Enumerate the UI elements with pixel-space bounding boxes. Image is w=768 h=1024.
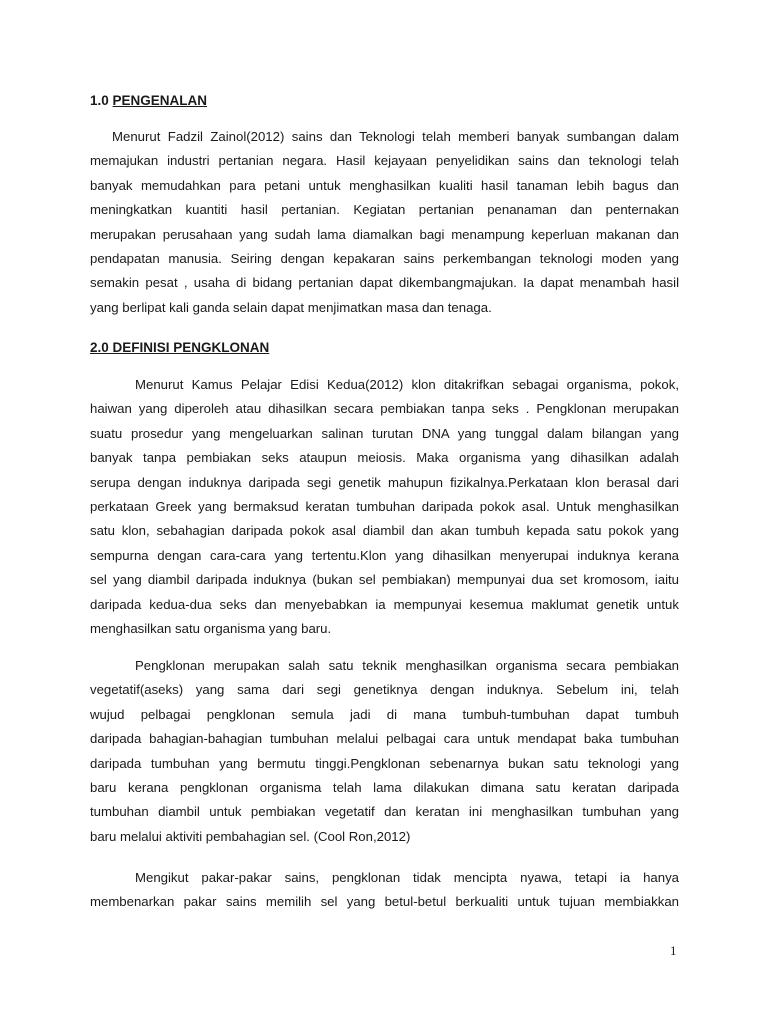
page-number: 1 (670, 943, 677, 958)
text-line: banyak tanpa pembiakan seks ataupun meiosis. Maka organisma yang dihasilkan adalah (90, 450, 679, 466)
text-line: daripada bahagian-bahagian tumbuhan melalui pelbagai cara untuk mendapat baka tumbuhan (90, 731, 679, 747)
text-line: haiwan yang diperoleh atau dihasilkan secara pembiakan tanpa seks . Pengklonan merupakan (90, 401, 679, 417)
text-line: membenarkan pakar sains memilih sel yang betul-betul berkualiti untuk tujuan membiakkan (90, 894, 679, 910)
text-line: Menurut Kamus Pelajar Edisi Kedua(2012) klon ditakrifkan sebagai organisma, pokok, (135, 377, 679, 392)
text-line: daripada kedua-dua seks dan menyebabkan ia mempunyai kesemua maklumat genetik untuk (90, 596, 679, 612)
text-line: Menurut Fadzil Zainol(2012) sains dan Teknologi telah memberi banyak sumbangan dalam (112, 129, 679, 144)
text-line: yang berlipat kali ganda selain dapat menjimatkan masa dan tenaga. (90, 299, 492, 315)
paragraph-definisi-2 (90, 654, 679, 849)
text-line: sel yang diambil daripada induknya (bukan sel pembiakan) mempunyai dua set kromosom, iaitu (90, 572, 679, 588)
text-line: satu klon, sebahagian daripada pokok asal diambil dan akan tumbuh kepada satu pokok yang (90, 523, 679, 539)
text-line: baru kerana pengklonan organisma telah lama dilakukan dimana satu keratan daripada (90, 779, 679, 795)
text-line: perkataan Greek yang bermaksud keratan tumbuhan daripada pokok asal. Untuk menghasilkan (90, 498, 679, 514)
text-line: sempurna dengan cara-cara yang tertentu.Klon yang dihasilkan menyerupai induknya kerana (90, 547, 679, 563)
text-line: menghasilkan satu organisma yang baru. (90, 620, 332, 636)
paragraph-pengenalan (90, 125, 679, 320)
text-line: Pengklonan merupakan salah satu teknik menghasilkan organisma secara pembiakan (135, 658, 679, 673)
text-line: semakin pesat , usaha di bidang pertanian dapat dikembangmajukan. Ia dapat menambah hasil (90, 275, 679, 291)
text-line: pendapatan manusia. Seiring dengan kepakaran sains perkembangan teknologi moden yang (90, 250, 679, 266)
text-line: wujud pelbagai pengklonan semula jadi di mana tumbuh-tumbuhan dapat tumbuh (90, 706, 679, 722)
text-line: meningkatkan kuantiti hasil pertanian. Kegiatan pertanian penanaman dan penternakan (90, 202, 679, 218)
text-line: Mengikut pakar-pakar sains, pengklonan tidak mencipta nyawa, tetapi ia hanya (135, 870, 679, 885)
text-line: serupa dengan induknya daripada segi genetik mahupun fizikalnya.Perkataan klon berasal dari (90, 474, 679, 490)
text-line: vegetatif(aseks) yang sama dari segi genetiknya dengan induknya. Sebelum ini, telah (90, 682, 679, 698)
text-line: suatu prosedur yang mengeluarkan salinan turutan DNA yang tunggal dalam bilangan yang (90, 425, 679, 441)
text-line: banyak memudahkan para petani untuk menghasilkan kualiti hasil tanaman lebih bagus dan (90, 177, 679, 193)
text-line: memajukan industri pertanian negara. Hasil kejayaan penyelidikan sains dan teknologi telah (90, 153, 679, 169)
paragraph-definisi-3 (90, 866, 679, 915)
text-line: daripada tumbuhan yang bermutu tinggi.Pengklonan sebenarnya bukan satu teknologi yang (90, 755, 679, 771)
section-title: PENGENALAN (112, 93, 208, 108)
section-heading-definisi: 2.0 DEFINISI PENGKLONAN (90, 340, 270, 355)
text-line: merupakan perusahaan yang sudah lama diamalkan bagi menampung keperluan makanan dan (90, 226, 679, 242)
section-number: 1.0 (90, 93, 109, 108)
section-heading-pengenalan (90, 93, 207, 109)
text-line: tumbuhan diambil untuk pembiakan vegetatif dan keratan ini menghasilkan tumbuhan yang (90, 804, 679, 820)
paragraph-definisi-1 (90, 373, 679, 641)
text-line: baru melalui aktiviti pembahagian sel. (Cool Ron,2012) (90, 828, 411, 844)
